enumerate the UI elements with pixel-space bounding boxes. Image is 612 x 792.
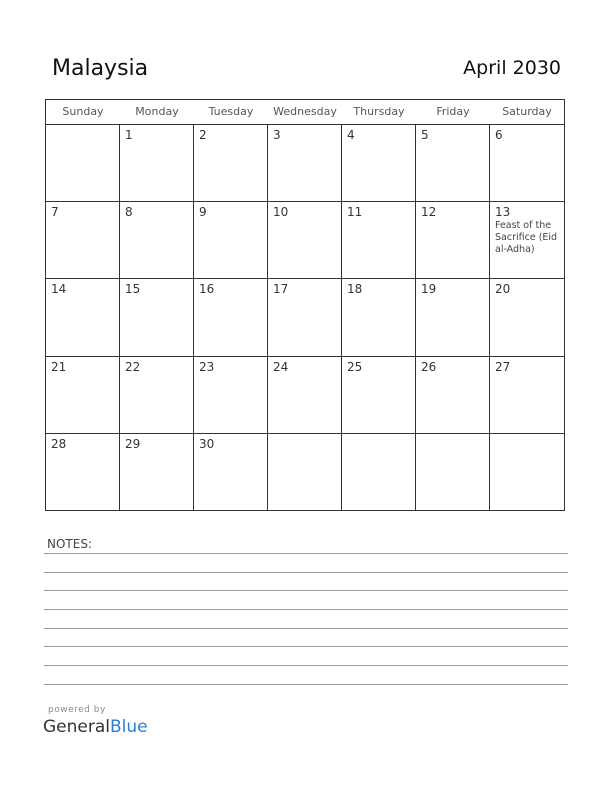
day-cell xyxy=(490,357,564,434)
month-title: April 2030 xyxy=(463,57,561,79)
day-number: 22 xyxy=(125,359,141,374)
day-cell xyxy=(342,357,416,434)
weekday-tuesday: Tuesday xyxy=(208,105,254,118)
weekday-header xyxy=(46,100,564,125)
day-number: 4 xyxy=(347,128,355,142)
weekday-wednesday: Wednesday xyxy=(273,105,337,118)
weekday-thursday: Thursday xyxy=(353,105,405,118)
day-number: 2 xyxy=(199,128,207,142)
weekday-saturday: Saturday xyxy=(502,105,552,118)
weekday-sunday: Sunday xyxy=(62,105,104,118)
day-number: 6 xyxy=(495,128,503,142)
day-number: 21 xyxy=(51,359,67,374)
day-number: 26 xyxy=(421,359,437,374)
day-number: 20 xyxy=(495,282,511,297)
day-cell xyxy=(416,357,490,434)
day-cell xyxy=(490,202,564,279)
day-cell xyxy=(416,434,490,511)
day-cell xyxy=(46,357,120,434)
powered-by-text: powered by xyxy=(48,705,106,715)
day-number: 3 xyxy=(273,128,281,142)
day-number: 16 xyxy=(199,282,215,297)
day-cell xyxy=(268,357,342,434)
day-number: 5 xyxy=(421,128,429,142)
day-number: 23 xyxy=(199,359,215,374)
country-title: Malaysia xyxy=(52,56,149,81)
day-number: 17 xyxy=(273,282,289,297)
day-cell xyxy=(46,279,120,356)
day-number: 29 xyxy=(125,436,141,451)
day-cell xyxy=(194,357,268,434)
day-number: 18 xyxy=(347,282,363,297)
day-number: 14 xyxy=(51,282,67,297)
day-cell xyxy=(268,125,342,202)
day-cell xyxy=(416,125,490,202)
day-cell xyxy=(194,125,268,202)
holiday-label: Feast of the Sacrifice (Eid al-Adha) xyxy=(495,220,558,256)
day-cell xyxy=(342,202,416,279)
day-number: 30 xyxy=(199,436,215,451)
day-cell xyxy=(416,279,490,356)
day-cell xyxy=(120,202,194,279)
day-number: 15 xyxy=(125,282,141,297)
day-cell xyxy=(194,202,268,279)
day-number: 13 xyxy=(495,205,511,220)
notes-label: NOTES: xyxy=(47,537,92,551)
day-cell xyxy=(120,279,194,356)
note-line xyxy=(44,572,568,573)
day-cell xyxy=(268,434,342,511)
day-number: 25 xyxy=(347,359,363,374)
day-number: 12 xyxy=(421,205,437,220)
day-number: 11 xyxy=(347,205,363,220)
day-cell xyxy=(46,125,120,202)
day-cell xyxy=(416,202,490,279)
day-cell xyxy=(120,357,194,434)
day-number: 28 xyxy=(51,436,67,451)
day-cell xyxy=(490,279,564,356)
day-number: 1 xyxy=(125,128,133,142)
day-number: 24 xyxy=(273,359,289,374)
day-cell xyxy=(120,434,194,511)
day-number: 19 xyxy=(421,282,437,297)
day-number: 10 xyxy=(273,205,289,220)
day-cell xyxy=(120,125,194,202)
day-cell xyxy=(46,202,120,279)
note-line xyxy=(44,665,568,666)
day-cell xyxy=(342,434,416,511)
brand-blue: Blue xyxy=(110,717,148,737)
note-line xyxy=(44,553,568,554)
day-cell xyxy=(268,279,342,356)
note-line xyxy=(44,646,568,647)
day-cell xyxy=(490,434,564,511)
note-line xyxy=(44,590,568,591)
brand-logo xyxy=(43,717,148,737)
day-number: 8 xyxy=(125,205,133,220)
day-cell xyxy=(268,202,342,279)
calendar-body xyxy=(46,125,564,511)
day-number: 27 xyxy=(495,359,511,374)
day-number: 7 xyxy=(51,205,59,220)
brand-general: General xyxy=(43,717,110,737)
day-cell xyxy=(342,279,416,356)
weekday-friday: Friday xyxy=(436,105,470,118)
day-cell xyxy=(490,125,564,202)
day-cell xyxy=(194,434,268,511)
day-cell xyxy=(342,125,416,202)
day-number: 9 xyxy=(199,205,207,220)
weekday-monday: Monday xyxy=(135,105,179,118)
note-line xyxy=(44,628,568,629)
day-cell xyxy=(194,279,268,356)
calendar-grid xyxy=(45,99,565,511)
note-line xyxy=(44,684,568,685)
day-cell xyxy=(46,434,120,511)
note-line xyxy=(44,609,568,610)
